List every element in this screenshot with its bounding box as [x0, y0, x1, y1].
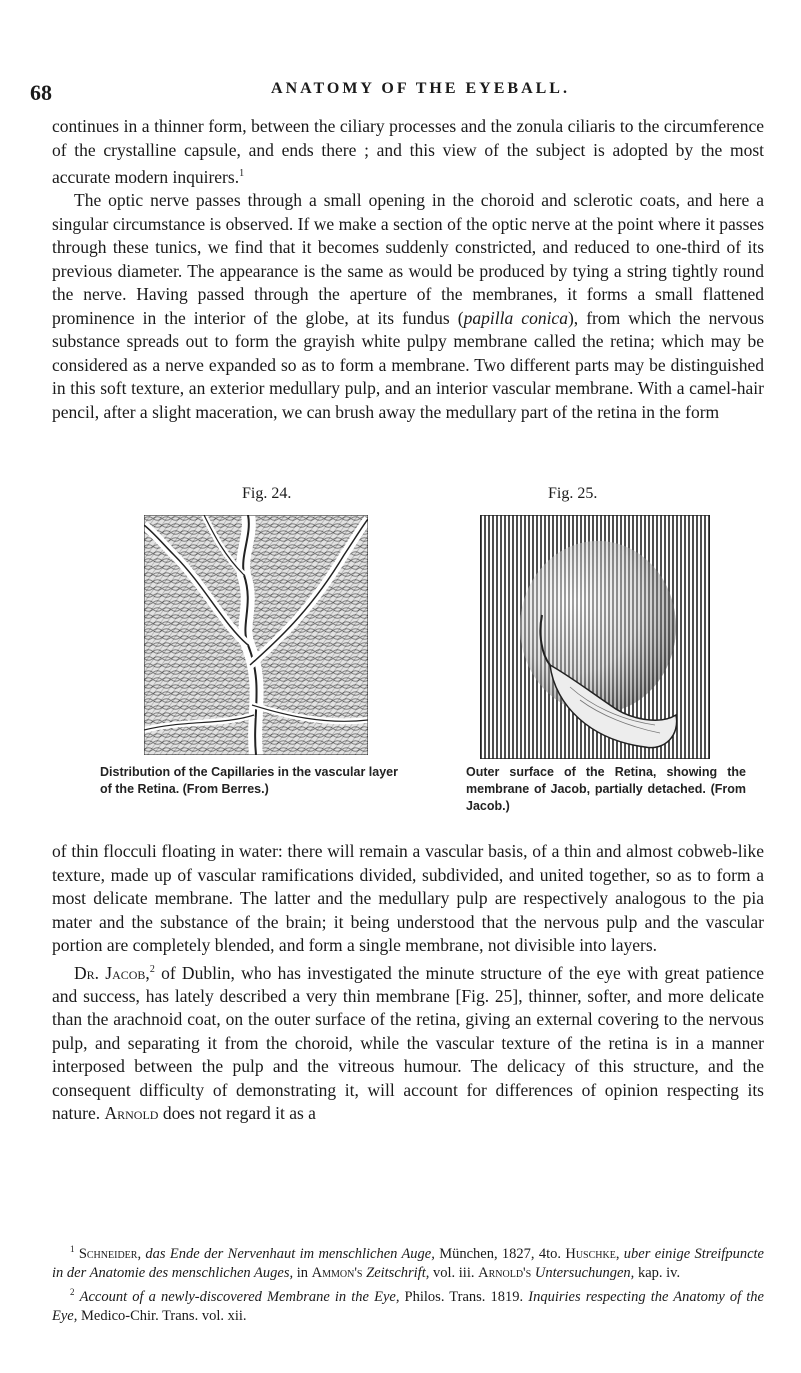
paragraph-4: Dr. Jacob,$^2$ of Dublin, who has investigated the minute structure of the eye with great patience and success, has lately described a very thin membrane [Fig. 25], thinner, softer, and more delicate than the arachnoid coat, on the outer surface of the retina, giving an external covering to the nervous pulp, and separating it from the choroid, while the vascular texture of the retina is in a manner interposed between the pulp and the vitreous humour. The delicacy of this structure, and the consequent difficulty of demonstrating it, will account for differences of opinion respecting its nature. Arnold does not regard it as a: [52, 962, 764, 1124]
running-title: ANATOMY OF THE EYEBALL.: [271, 80, 570, 97]
paragraph-1: continues in a thinner form, between the ciliary processes and the zonula ciliaris to the circumference of the crystalline capsule, and ends there ; and this view of the subject is adopted by the most accurate modern inquirers.$^1$: [52, 116, 764, 187]
footnotes: [52, 1240, 764, 1326]
page-number: 68: [30, 80, 52, 105]
paragraph-3: of thin flocculi floating in water: there will remain a vascular basis, of a thin and almost cobweb-like texture, made up of vascular ramifications divided, subdivided, and united together, so as to form a most delicate membrane. The latter and the medullary pulp are respectively analogous to the pia mater and the substance of the brain; it being understood that the nervous pulp and the vascular portion are completely blended, and form a single membrane, not divisible into layers.: [52, 841, 764, 955]
footnote-2: $^2$ Account of a newly-discovered Membrane in the Eye, Philos. Trans. 1819. Inquiries respecting the Anatomy of the Eye, Medico-Chir. Trans. vol. xii.: [52, 1286, 764, 1324]
fig-25-label: Fig. 25.: [548, 485, 598, 502]
footnote-1: $^1$ Schneider, das Ende der Nervenhaut im menschlichen Auge, München, 1827, 4to. Huschke, uber einige Streifpuncte in der Anatomie des menschlichen Auges, in Ammon's Zeitschrift, vol. iii. Arnold's Untersuchungen, kap. iv.: [52, 1244, 764, 1281]
body-text-bottom: [52, 840, 764, 1126]
paragraph-2: The optic nerve passes through a small opening in the choroid and sclerotic coats, and here a singular circumstance is observed. If we make a section of the optic nerve at the point where it passes through these tunics, we find that it becomes suddenly constricted, and reduced to one-third of its previous diameter. The appearance is the same as would be produced by tying a string tightly round the nerve. Having passed through the aperture of the membranes, it forms a small flattened prominence in the interior of the globe, at its fundus (papilla conica), from which the nervous substance spreads out to form the grayish white pulpy membrane called the retina; which may be considered as a nerve expanded so as to form a membrane. Two different parts may be distinguished in this soft texture, an exterior medullary pulp, and an interior vascular membrane. With a camel-hair pencil, after a slight maceration, we can brush away the medullary part of the retina in the form: [52, 190, 765, 422]
body-text-top: [52, 115, 764, 424]
fig-25-caption: Outer surface of the Retina, showing the membrane of Jacob, partially detached. (From Jacob.): [466, 765, 746, 813]
fig-24-capillaries-engraving: [144, 515, 368, 755]
fig-24-caption: Distribution of the Capillaries in the vascular layer of the Retina. (From Berres.): [100, 765, 398, 796]
fig-25-retina-engraving: [480, 515, 710, 759]
fig-24-label: Fig. 24.: [242, 485, 292, 502]
